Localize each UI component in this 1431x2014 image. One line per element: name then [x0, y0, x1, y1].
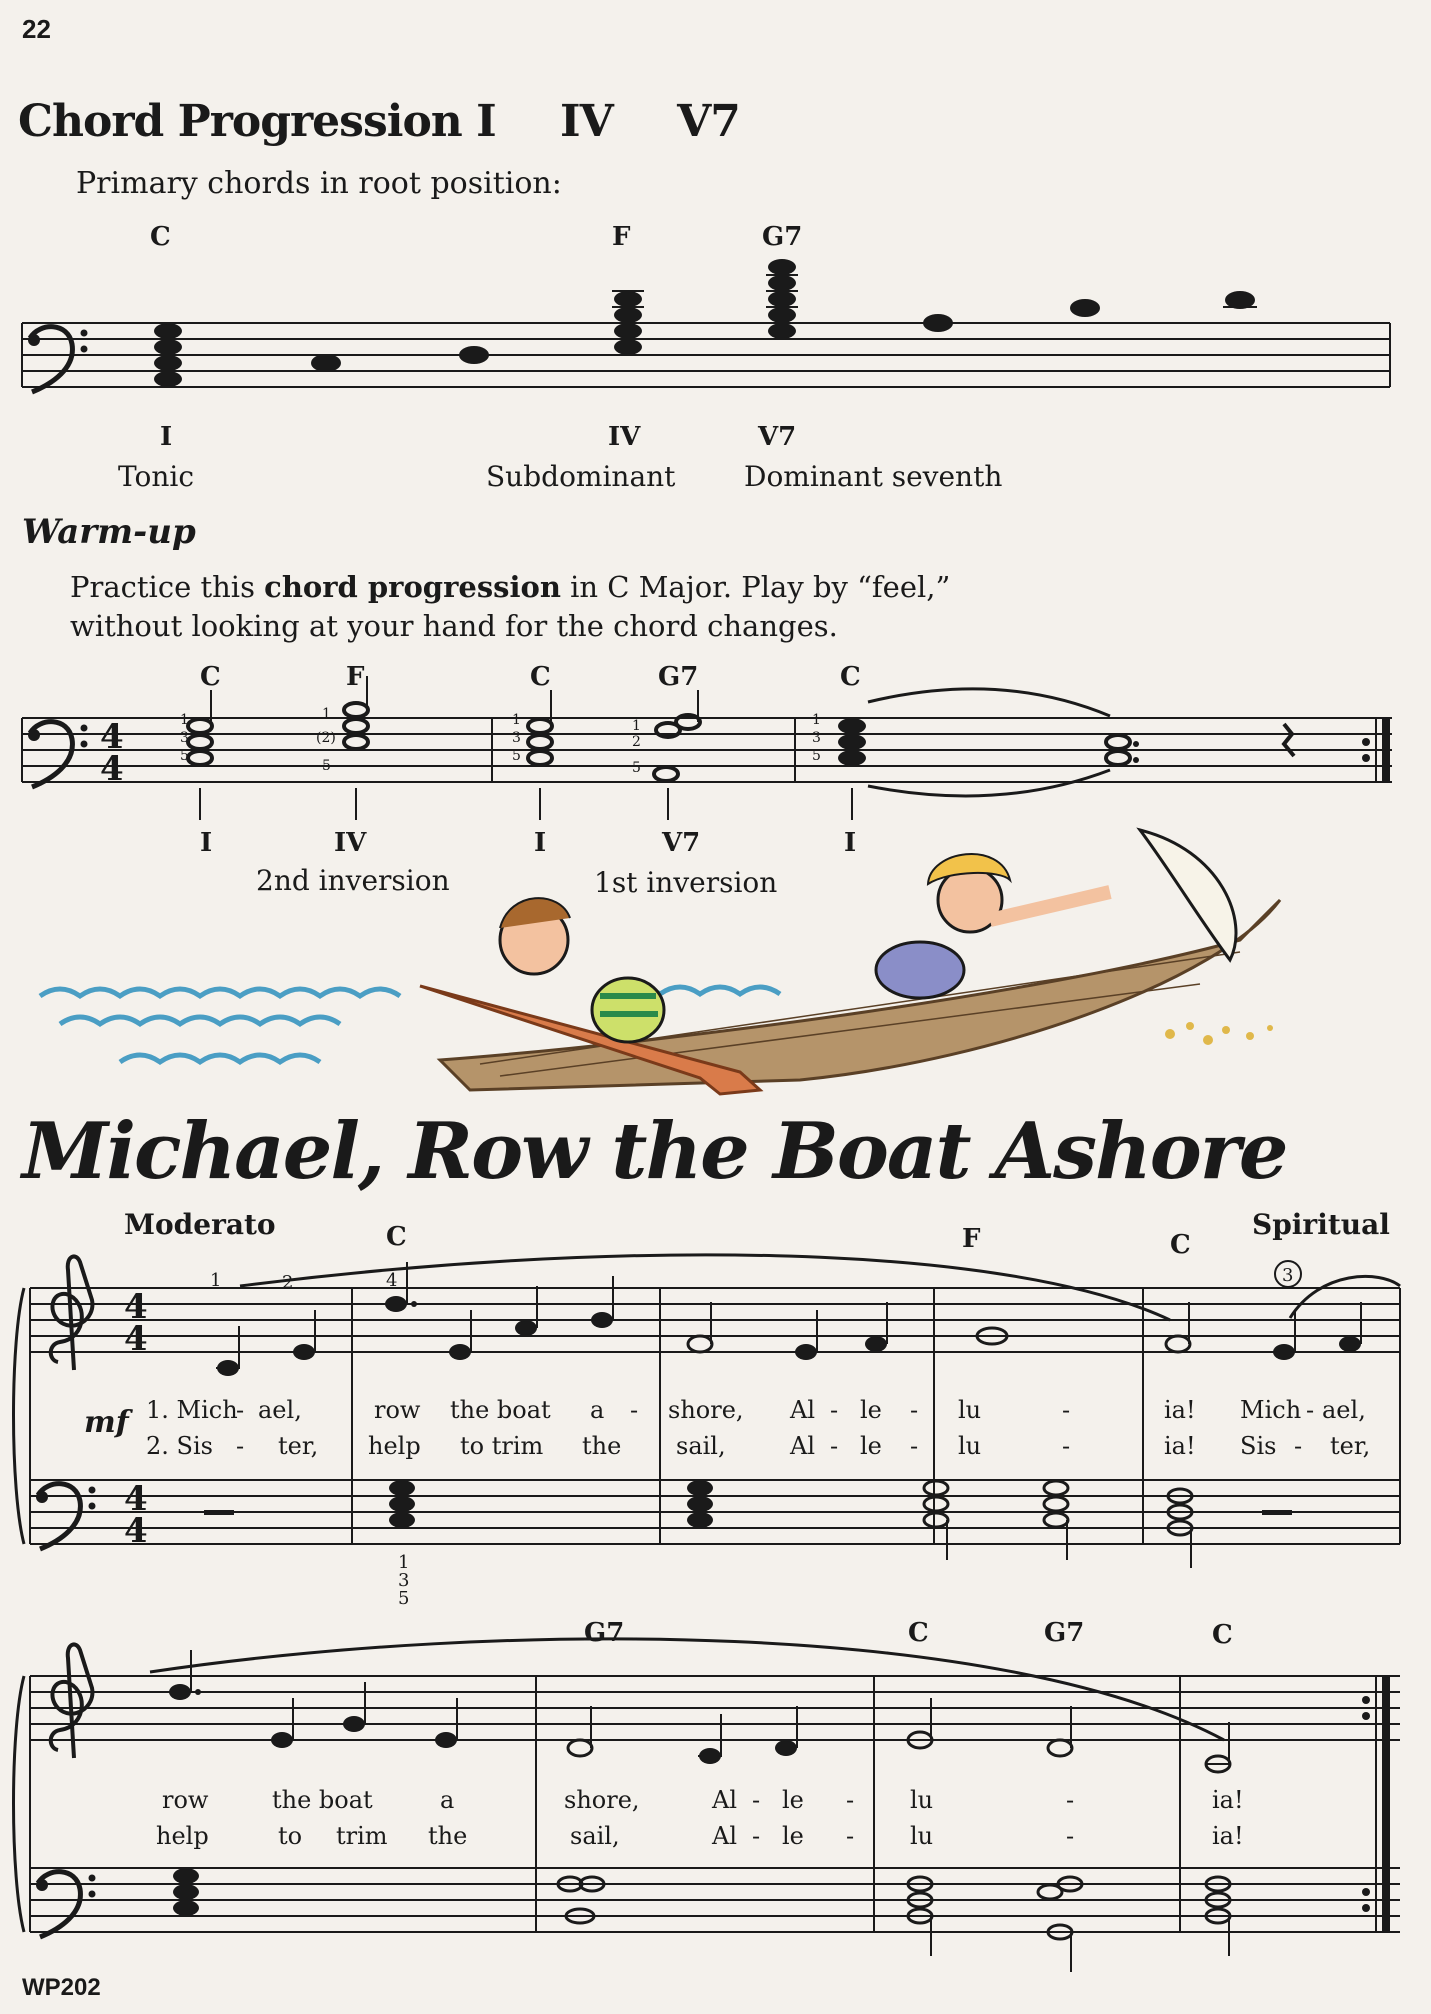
svg-text:1: 1 — [398, 1552, 410, 1573]
lyric-v1-9: Al — [790, 1396, 816, 1424]
label-1st-inversion: 1st inversion — [594, 866, 778, 899]
chord-name-c: C — [150, 222, 171, 252]
lyric2-v1-4: shore, — [564, 1786, 640, 1814]
svg-text:4: 4 — [386, 1270, 398, 1291]
function-dominant-seventh: Dominant seventh — [744, 460, 1003, 493]
lyric-v2-12: lu — [958, 1432, 982, 1460]
svg-text:1: 1 — [812, 712, 821, 728]
lyric2-v2-12: ia! — [1212, 1822, 1244, 1850]
svg-text:1: 1 — [210, 1270, 222, 1291]
tempo-marking: Moderato — [124, 1208, 276, 1241]
warmup-roman-5: I — [844, 828, 857, 858]
lyric-v1-11: le — [860, 1396, 882, 1424]
svg-text:5: 5 — [180, 748, 189, 764]
lyric2-v2-9: - — [846, 1822, 855, 1850]
lyric2-v1-8: - — [846, 1786, 855, 1814]
warmup-roman-2: IV — [334, 828, 367, 858]
lyric-v2-16: - — [1294, 1432, 1303, 1460]
svg-text:4: 4 — [124, 1511, 148, 1551]
lyric2-v1-11: ia! — [1212, 1786, 1244, 1814]
page-number: 22 — [22, 14, 51, 44]
roman-v7: V7 — [758, 422, 797, 452]
function-subdominant: Subdominant — [486, 460, 676, 493]
warmup-chord-5: C — [840, 662, 861, 692]
lyric-v2-8: Al — [790, 1432, 816, 1460]
lyric-v1-15: ia! — [1164, 1396, 1196, 1424]
roman-iv: IV — [608, 422, 641, 452]
svg-text:3: 3 — [512, 730, 521, 746]
warmup-chord-1: C — [200, 662, 221, 692]
warmup-chord-4: G7 — [658, 662, 699, 692]
svg-text:1: 1 — [632, 718, 641, 734]
lyric-v1-1: 1. Mich — [146, 1396, 238, 1424]
instruction-part-2: in C Major. Play by “feel,” — [560, 570, 951, 604]
lyric2-v2-5: sail, — [570, 1822, 620, 1850]
lyric-v2-6: the — [582, 1432, 622, 1460]
lyric-v2-2: - — [236, 1432, 245, 1460]
lyric-v1-18: ael, — [1322, 1396, 1366, 1424]
chord-name-g7: G7 — [762, 222, 803, 252]
roman-i: I — [160, 422, 173, 452]
instruction-part-1: Practice this — [70, 570, 265, 604]
lyric2-v1-3: a — [440, 1786, 455, 1814]
lyric2-v1-1: row — [162, 1786, 209, 1814]
lyric-v1-2: - — [236, 1396, 245, 1424]
lyric2-v1-10: - — [1066, 1786, 1075, 1814]
svg-text:(2): (2) — [316, 730, 336, 746]
warmup-chord-3: C — [530, 662, 551, 692]
warmup-roman-4: V7 — [662, 828, 701, 858]
lyric2-v1-6: - — [752, 1786, 761, 1814]
svg-text:5: 5 — [812, 748, 821, 764]
instruction-line-2: without looking at your hand for the chord changes. — [70, 609, 838, 643]
lyric-v2-3: ter, — [278, 1432, 319, 1460]
bass-clef-icon — [36, 1872, 96, 1937]
function-tonic: Tonic — [118, 460, 195, 493]
svg-text:3: 3 — [812, 730, 821, 746]
lyric-v1-4: row — [374, 1396, 421, 1424]
lyric-v1-14: - — [1062, 1396, 1071, 1424]
lyric2-v1-2: the boat — [272, 1786, 373, 1814]
lyric-v2-4: help — [368, 1432, 421, 1460]
lyric-v1-7: - — [630, 1396, 639, 1424]
warmup-roman-1: I — [200, 828, 213, 858]
lyric-v1-10: - — [830, 1396, 839, 1424]
svg-text:1: 1 — [322, 706, 331, 722]
label-2nd-inversion: 2nd inversion — [256, 864, 450, 897]
lyric-v1-12: - — [910, 1396, 919, 1424]
svg-text:1: 1 — [512, 712, 521, 728]
lyric2-v2-2: to — [278, 1822, 303, 1850]
svg-text:2: 2 — [632, 734, 641, 750]
title-iv: IV — [560, 96, 613, 147]
song-chord-1: C — [386, 1222, 407, 1252]
svg-text:3: 3 — [1282, 1265, 1294, 1286]
lyric-v1-8: shore, — [668, 1396, 744, 1424]
lyric-v2-1: 2. Sis — [146, 1432, 213, 1460]
lyric-v1-16: Mich — [1240, 1396, 1302, 1424]
song-chord-2: F — [962, 1224, 981, 1254]
svg-text:5: 5 — [512, 748, 521, 764]
lyric-v1-13: lu — [958, 1396, 982, 1424]
intro-text: Primary chords in root position: — [76, 166, 562, 201]
warmup-chord-2: F — [346, 662, 365, 692]
song2-chord-2: C — [908, 1618, 929, 1648]
song2-chord-1: G7 — [584, 1618, 625, 1648]
lyric-v2-10: le — [860, 1432, 882, 1460]
lyric2-v2-10: lu — [910, 1822, 934, 1850]
title-text: Chord Progression I — [18, 96, 496, 147]
lyric-v2-5: to trim — [460, 1432, 544, 1460]
lyric2-v1-9: lu — [910, 1786, 934, 1814]
lyric-v1-3: ael, — [258, 1396, 302, 1424]
lyric-v1-5: the boat — [450, 1396, 551, 1424]
lyric2-v2-11: - — [1066, 1822, 1075, 1850]
lyric-v2-15: Sis — [1240, 1432, 1277, 1460]
lyric-v2-9: - — [830, 1432, 839, 1460]
svg-text:4: 4 — [124, 1319, 148, 1359]
svg-text:5: 5 — [398, 1588, 410, 1609]
song-title: Michael, Row the Boat Ashore — [22, 1106, 1287, 1197]
svg-text:5: 5 — [322, 758, 331, 774]
song2-chord-4: C — [1212, 1620, 1233, 1650]
svg-text:2: 2 — [282, 1272, 294, 1293]
dynamic-mf: mf — [84, 1405, 129, 1440]
time-signature-top: 4 — [100, 717, 124, 757]
lyric2-v2-4: the — [428, 1822, 468, 1850]
lyric2-v2-8: le — [782, 1822, 804, 1850]
lyric-v2-17: ter, — [1330, 1432, 1371, 1460]
lyric2-v2-3: trim — [336, 1822, 388, 1850]
svg-text:3: 3 — [180, 730, 189, 746]
lyric-v2-13: - — [1062, 1432, 1071, 1460]
instruction-bold: chord progression — [264, 570, 561, 604]
svg-text:4: 4 — [124, 1287, 148, 1327]
chord-name-f: F — [612, 222, 631, 252]
lyric-v1-17: - — [1306, 1396, 1315, 1424]
svg-text:1: 1 — [180, 712, 189, 728]
warmup-heading: Warm-up — [22, 512, 196, 552]
style-marking: Spiritual — [1252, 1208, 1390, 1241]
song-chord-3: C — [1170, 1230, 1191, 1260]
lyric-v2-11: - — [910, 1432, 919, 1460]
title-v7: V7 — [677, 96, 740, 147]
lyric2-v1-5: Al — [712, 1786, 738, 1814]
brace-icon — [14, 1676, 25, 1932]
lyric2-v1-7: le — [782, 1786, 804, 1814]
svg-text:3: 3 — [398, 1570, 410, 1591]
lyric-v1-6: a — [590, 1396, 605, 1424]
svg-text:5: 5 — [632, 760, 641, 776]
lyric-v2-14: ia! — [1164, 1432, 1196, 1460]
lyric2-v2-7: - — [752, 1822, 761, 1850]
time-signature-bottom: 4 — [100, 749, 124, 789]
svg-text:4: 4 — [124, 1479, 148, 1519]
warmup-roman-3: I — [534, 828, 547, 858]
footer-code: WP202 — [22, 1974, 101, 2001]
lyric-v2-7: sail, — [676, 1432, 726, 1460]
song2-chord-3: G7 — [1044, 1618, 1085, 1648]
lyric2-v2-6: Al — [712, 1822, 738, 1850]
lyric2-v2-1: help — [156, 1822, 209, 1850]
